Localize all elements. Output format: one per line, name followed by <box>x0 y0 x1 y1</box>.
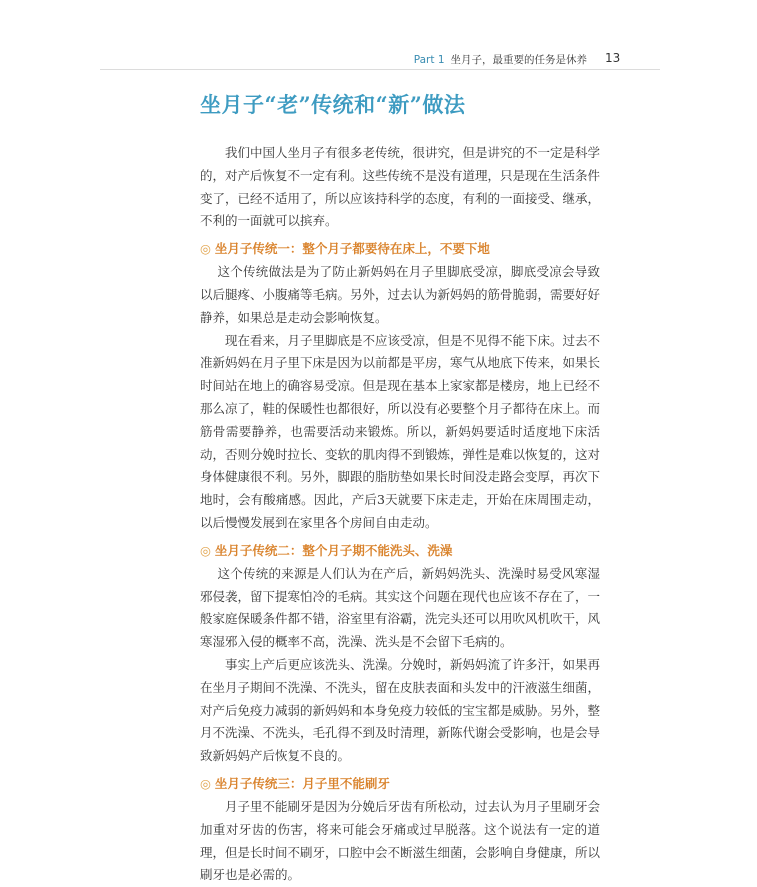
section-2-paragraph-2: 事实上产后更应该洗头、洗澡。分娩时，新妈妈流了许多汗，如果再在坐月子期间不洗澡、不洗头，留在皮肤表面和头发中的汗液滋生细菌，对产后免疫力减弱的新妈妈和本身免疫力较低的宝宝都是威胁。另外，整月不洗澡、不洗头，毛孔得不到及时清理，新陈代谢会受影响，也是会导致新妈妈产后恢复不良的。 <box>200 656 601 764</box>
section-2-paragraph-1: 这个传统的来源是人们认为在产后，新妈妈洗头、洗澡时易受风寒湿邪侵袭，留下提寒怕冷的毛病。其实这个问题在现代也应该不存在了，一般家庭保暖条件都不错，浴室里有浴霸，洗完头还可以用吹风机吹干，风寒湿邪入侵的概率不高，洗澡、洗头是不会留下毛病的。 <box>200 565 601 650</box>
page-number: 13 <box>605 51 621 65</box>
section-2-title: 坐月子传统二：整个月子期不能洗头、洗澡 <box>214 542 453 558</box>
section-3-heading <box>200 774 600 794</box>
bullet-icon: ◎ <box>200 241 211 257</box>
section-1-heading <box>200 239 600 259</box>
section-1-paragraph-1: 这个传统做法是为了防止新妈妈在月子里脚底受凉，脚底受凉会导致以后腿疼、小腹痛等毛病。另外，过去认为新妈妈的筋骨脆弱，需要好好静养，如果总是走动会影响恢复。 <box>200 264 601 325</box>
bullet-icon: ◎ <box>200 542 211 558</box>
header-title <box>414 52 587 67</box>
section-1-paragraph-2: 现在看来，月子里脚底是不应该受凉，但是不见得不能下床。过去不准新妈妈在月子里下床是因为以前都是平房，寒气从地底下传来，如果长时间站在地上的确容易受凉。但是现在基本上家家都是楼房，地上已经不那么凉了，鞋的保暖性也都很好，所以没有必要整个月子都待在床上。而筋骨需要静养，也需要活动来锻炼。所以，新妈妈要适时适度地下床活动，否则分娩时拉长、变软的肌肉得不到锻炼，弹性是难以恢复的，这对身体健康很不利。另外，脚跟的脂肪垫如果长时间没走路会变厚，再次下地时，会有酸痛感。因此，产后3天就要下床走走，开始在床周围走动，以后慢慢发展到在家里各个房间自由走动。 <box>200 332 601 530</box>
running-header <box>0 50 757 70</box>
section-2-heading <box>200 541 600 561</box>
section-3-paragraph-1: 月子里不能刷牙是因为分娩后牙齿有所松动，过去认为月子里刷牙会加重对牙齿的伤害，将来可能会牙痛或过早脱落。这个说法有一定的道理，但是长时间不刷牙，口腔中会不断滋生细菌，会影响自身健康，所以刷牙也是必需的。 <box>200 798 601 883</box>
article-body <box>200 92 600 887</box>
bullet-icon: ◎ <box>200 775 211 791</box>
section-3-title: 坐月子传统三：月子里不能刷牙 <box>214 775 390 791</box>
intro-paragraph: 我们中国人坐月子有很多老传统，很讲究，但是讲究的不一定是科学的，对产后恢复不一定有利。这些传统不是没有道理，只是现在生活条件变了，已经不适用了，所以应该持科学的态度，有利的一面接受、继承，不利的一面就可以摈弃。 <box>200 145 601 229</box>
header-divider <box>100 69 660 70</box>
header-chapter: 坐月子，最重要的任务是休养 <box>450 54 587 66</box>
section-1-title: 坐月子传统一：整个月子都要待在床上，不要下地 <box>214 241 490 257</box>
article-title: 坐月子“老”传统和“新”做法 <box>200 92 466 117</box>
header-part: Part 1 <box>413 54 445 66</box>
